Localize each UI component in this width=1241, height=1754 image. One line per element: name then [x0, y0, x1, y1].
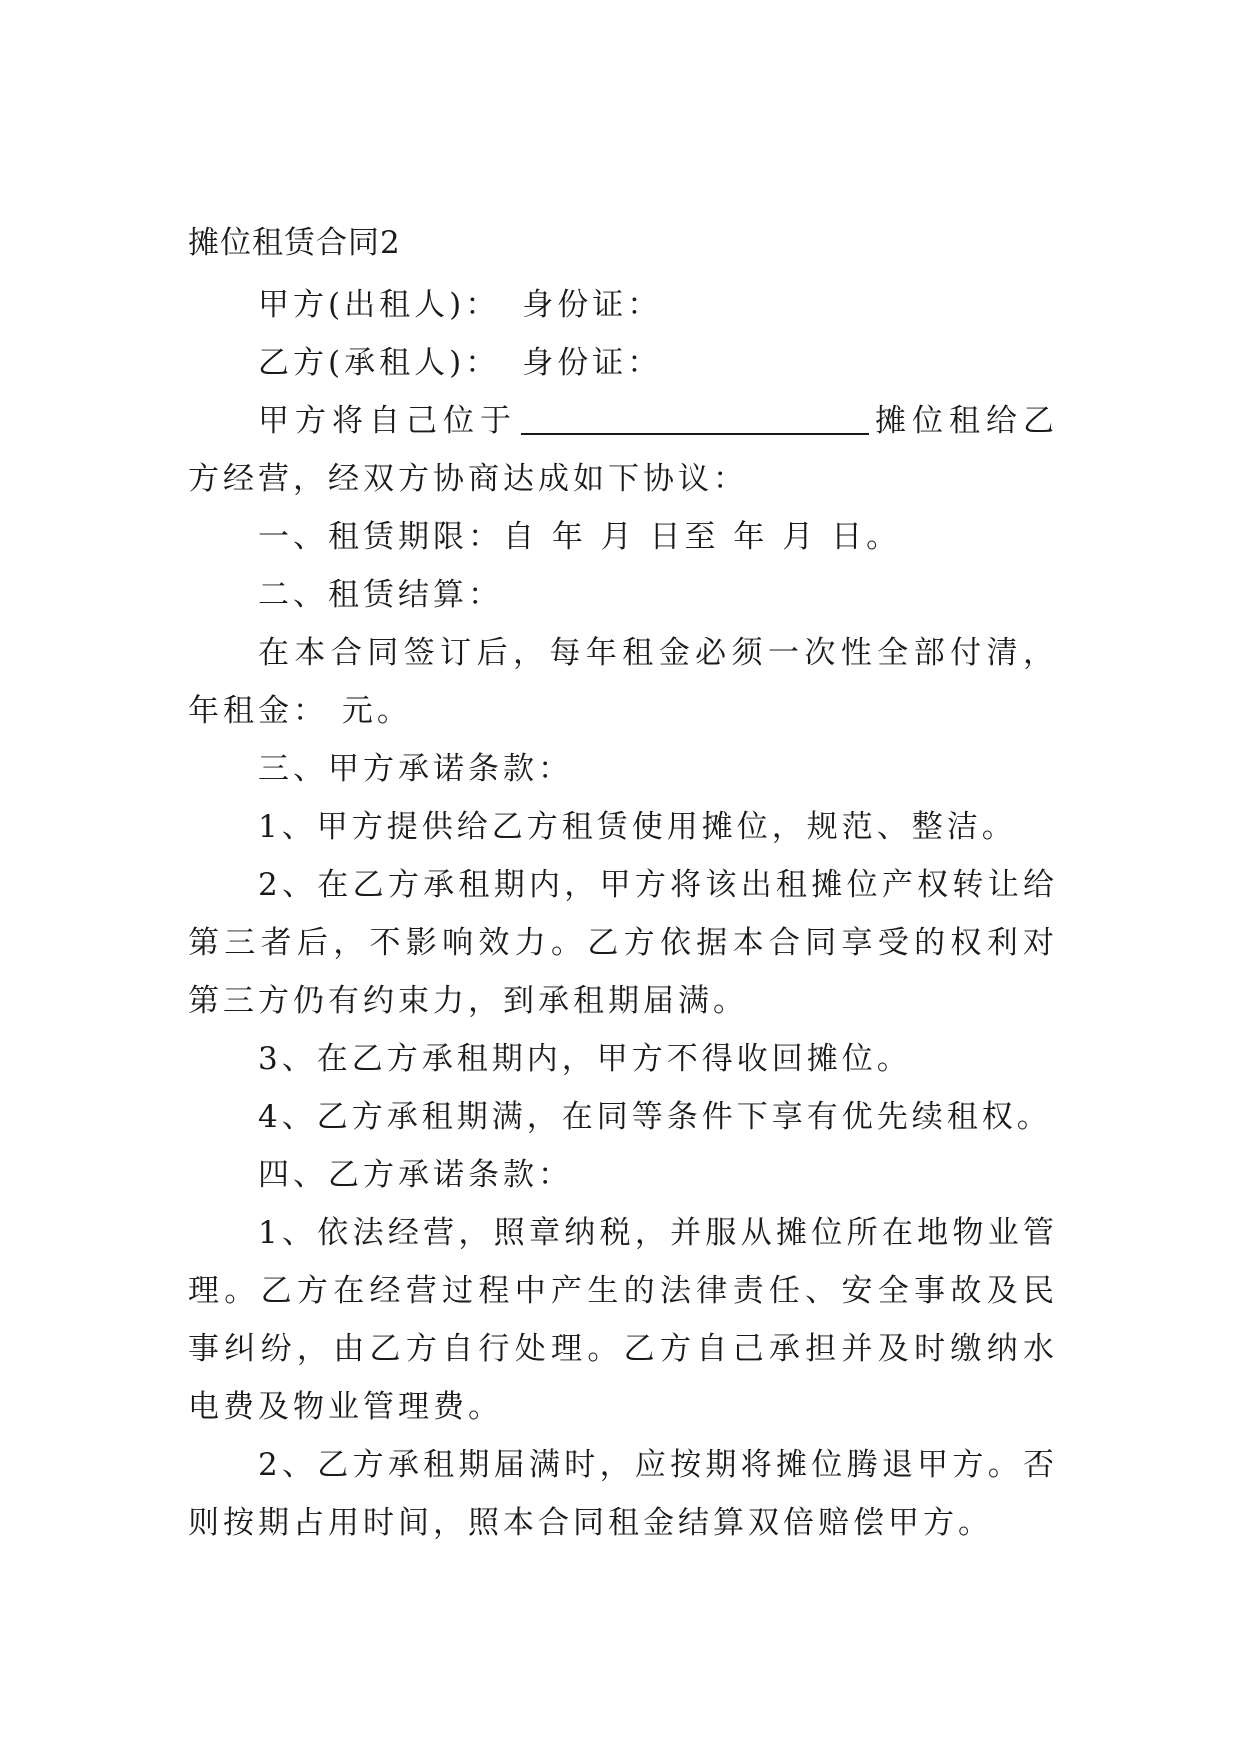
clause-4-heading: 四、乙方承诺条款：	[258, 1157, 573, 1193]
intro-prefix: 甲方将自己位于	[258, 403, 517, 439]
party-b-line	[188, 334, 1058, 392]
clause-4-item-2: 2、乙方承租期届满时，应按期将摊位腾退甲方。否则按期占用时间，照本合同租金结算双倍赔偿甲方。	[188, 1447, 1058, 1541]
document-title: 摊位租赁合同2	[188, 225, 401, 261]
clause-3-item-4: 4、乙方承租期满，在同等条件下享有优先续租权。	[258, 1099, 1052, 1135]
clause-1-term: 一、租赁期限：自 年 月 日至 年 月 日。	[258, 519, 902, 555]
party-a-line	[188, 276, 1058, 334]
intro-paragraph	[188, 392, 1058, 508]
clause-3-item-3: 3、在乙方承租期内，甲方不得收回摊位。	[258, 1041, 912, 1077]
party-b-id-label: 身份证：	[522, 345, 663, 381]
clause-3-item-2: 2、在乙方承租期内，甲方将该出租摊位产权转让给第三者后，不影响效力。乙方依据本合同享受的权利对第三方仍有约束力，到承租期届满。	[188, 867, 1058, 1019]
clause-2-text: 在本合同签订后，每年租金必须一次性全部付清，年租金： 元。	[188, 635, 1058, 729]
document-body	[188, 218, 1058, 1552]
clause-3-item-1: 1、甲方提供给乙方租赁使用摊位，规范、整洁。	[258, 809, 1017, 845]
clause-3-heading: 三、甲方承诺条款：	[258, 751, 573, 787]
clause-4-item-1: 1、依法经营，照章纳税，并服从摊位所在地物业管理。乙方在经营过程中产生的法律责任、安全事故及民事纠纷，由乙方自行处理。乙方自己承担并及时缴纳水电费及物业管理费。	[188, 1215, 1058, 1425]
party-a-id-label: 身份证：	[522, 287, 663, 323]
party-b-label: 乙方(承租人)：	[258, 345, 501, 381]
location-blank	[521, 403, 869, 435]
party-a-label: 甲方(出租人)：	[258, 287, 501, 323]
clause-2-heading: 二、租赁结算：	[258, 577, 503, 613]
intro-suffix: 摊位租给乙方经营，经双方协商达成如下协议：	[188, 403, 1058, 497]
